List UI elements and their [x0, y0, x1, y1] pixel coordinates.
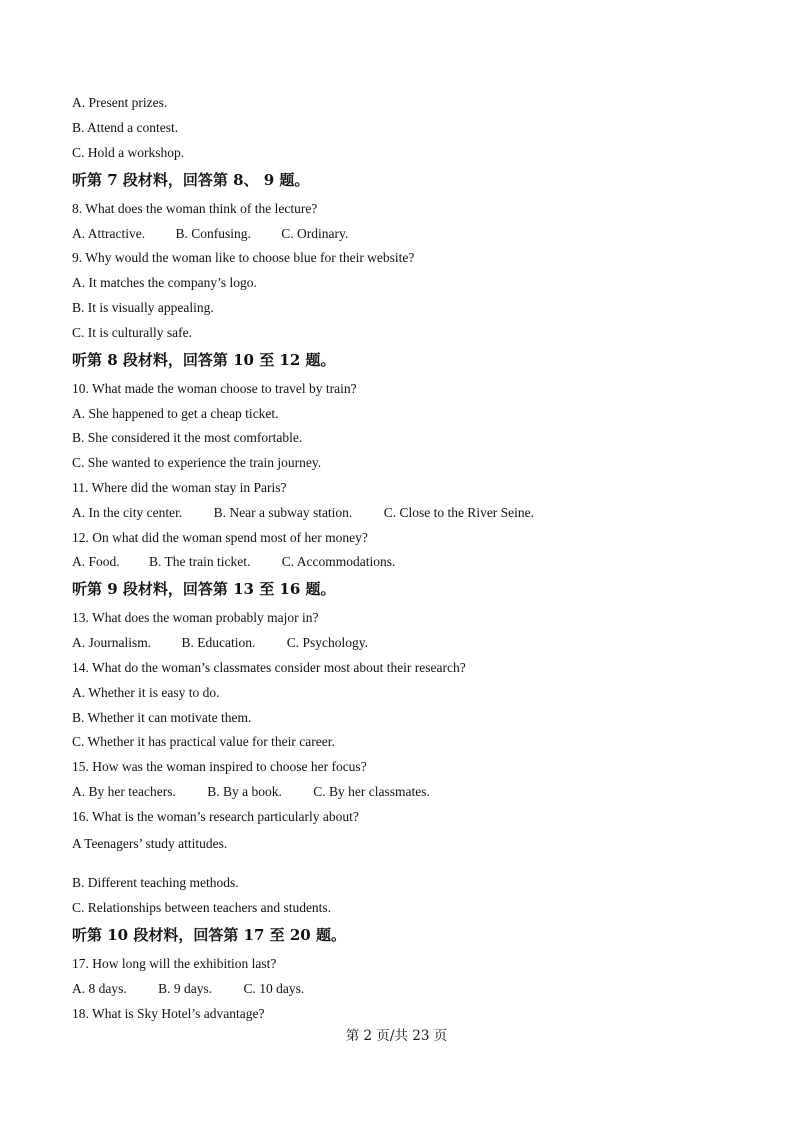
section-heading-9: 听第 9 段材料，回答第 13 至 16 题。 — [72, 580, 336, 598]
q13-option-c: C. Psychology. — [286, 635, 369, 650]
question-15: 15. How was the woman inspired to choose her focus? — [72, 759, 367, 774]
page-number-footer: 第 2 页/共 23 页 — [345, 1028, 448, 1044]
section-heading-10: 听第 10 段材料，回答第 17 至 20 题。 — [72, 926, 346, 944]
question-10: 10. What made the woman choose to travel by train? — [72, 381, 357, 396]
q8-option-a: A. Attractive. — [72, 226, 146, 241]
question-12: 12. On what did the woman spend most of her money? — [72, 530, 368, 545]
q11-option-b: B. Near a subway station. — [213, 505, 353, 520]
section-heading-7: 听第 7 段材料，回答第 8、 9 题。 — [72, 171, 310, 189]
q9-option-c: C. It is culturally safe. — [72, 325, 192, 340]
q15-option-a: A. By her teachers. — [72, 784, 176, 799]
question-11-options — [72, 504, 534, 522]
question-8: 8. What does the woman think of the lecture? — [72, 201, 318, 216]
question-12-options — [72, 553, 395, 571]
question-17: 17. How long will the exhibition last? — [72, 956, 277, 971]
question-13-options — [72, 634, 368, 652]
q13-option-b: B. Education. — [181, 635, 256, 650]
q15-option-c: C. By her classmates. — [313, 784, 430, 799]
question-8-options — [72, 225, 348, 243]
q10-option-b: B. She considered it the most comfortable. — [72, 430, 303, 445]
q7-option-a: A. Present prizes. — [72, 95, 168, 110]
q12-option-a: A. Food. — [72, 554, 120, 569]
q11-option-a: A. In the city center. — [72, 505, 183, 520]
question-17-options — [72, 980, 304, 998]
question-16: 16. What is the woman’s research particularly about? — [72, 809, 359, 824]
question-14: 14. What do the woman’s classmates consider most about their research? — [72, 660, 466, 675]
q14-option-a: A. Whether it is easy to do. — [72, 685, 220, 700]
q17-option-a: A. 8 days. — [72, 981, 127, 996]
q10-option-a: A. She happened to get a cheap ticket. — [72, 406, 279, 421]
q17-option-c: C. 10 days. — [243, 981, 305, 996]
q8-option-b: B. Confusing. — [175, 226, 251, 241]
q9-option-a: A. It matches the company’s logo. — [72, 275, 257, 290]
question-18: 18. What is Sky Hotel’s advantage? — [72, 1006, 265, 1021]
q16-option-b: B. Different teaching methods. — [72, 875, 239, 890]
q9-option-b: B. It is visually appealing. — [72, 300, 214, 315]
q16-option-c: C. Relationships between teachers and students. — [72, 900, 332, 915]
section-heading-8: 听第 8 段材料，回答第 10 至 12 题。 — [72, 351, 336, 369]
question-15-options — [72, 783, 430, 801]
q11-option-c: C. Close to the River Seine. — [383, 505, 535, 520]
question-13: 13. What does the woman probably major in? — [72, 610, 319, 625]
q15-option-b: B. By a book. — [207, 784, 282, 799]
q14-option-c: C. Whether it has practical value for their career. — [72, 734, 335, 749]
q17-option-b: B. 9 days. — [158, 981, 213, 996]
question-11: 11. Where did the woman stay in Paris? — [72, 480, 287, 495]
q13-option-a: A. Journalism. — [72, 635, 152, 650]
q7-option-c: C. Hold a workshop. — [72, 145, 185, 160]
q14-option-b: B. Whether it can motivate them. — [72, 710, 252, 725]
question-9: 9. Why would the woman like to choose blue for their website? — [72, 250, 415, 265]
q16-option-a: A Teenagers’ study attitudes. — [72, 836, 228, 851]
q7-option-b: B. Attend a contest. — [72, 120, 179, 135]
q12-option-c: C. Accommodations. — [281, 554, 396, 569]
q8-option-c: C. Ordinary. — [281, 226, 349, 241]
q12-option-b: B. The train ticket. — [149, 554, 251, 569]
q10-option-c: C. She wanted to experience the train journey. — [72, 455, 322, 470]
